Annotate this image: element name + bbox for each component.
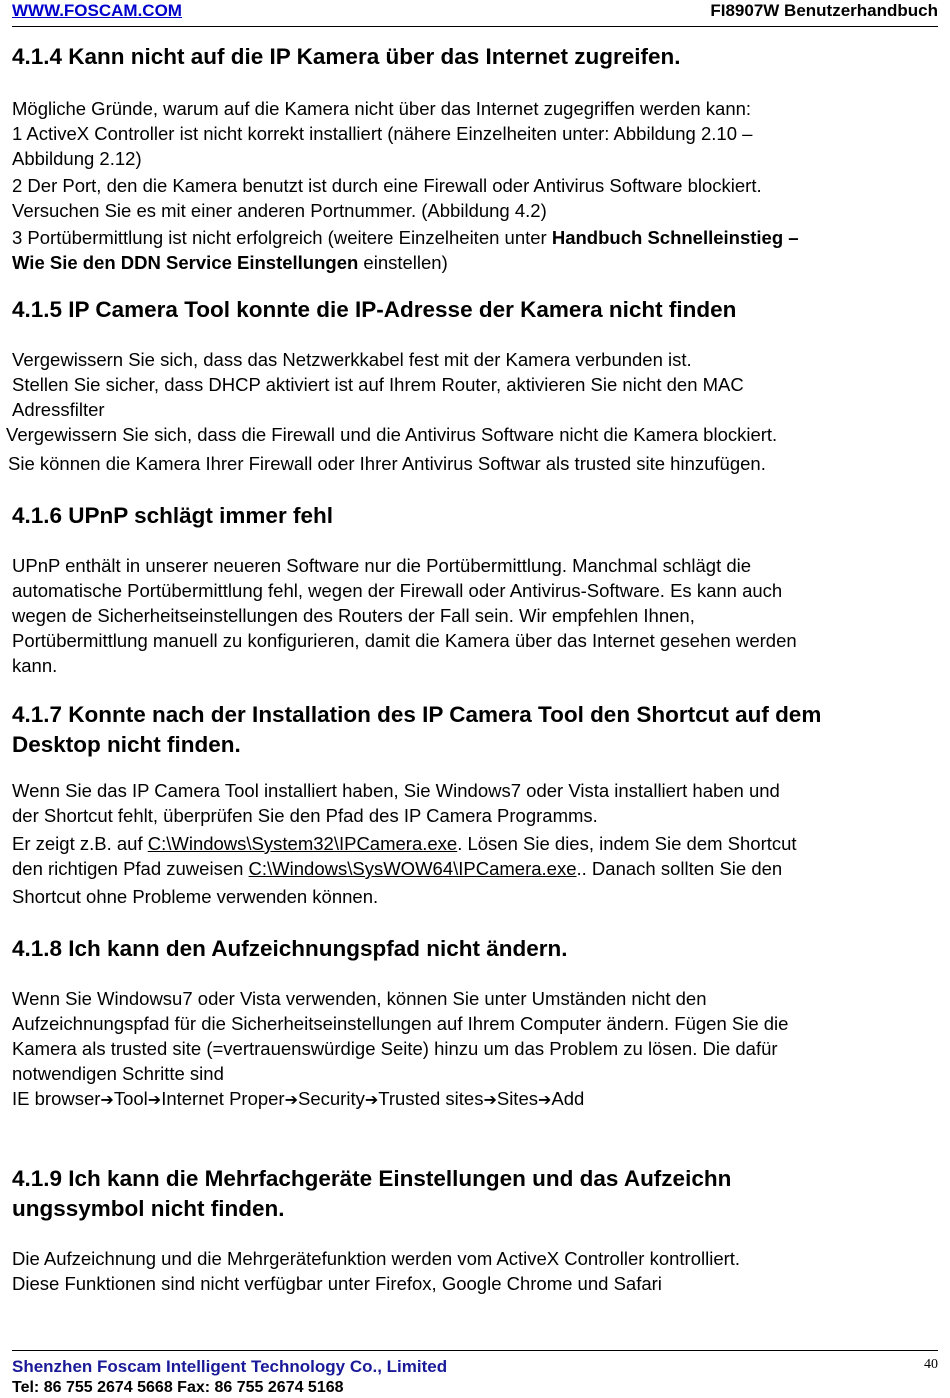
- page-number: 40: [924, 1357, 938, 1372]
- s417-para1: Wenn Sie das IP Camera Tool installiert haben, Sie Windows7 oder Vista installiert haben und der Shortcut fehlt, überprüfen Sie den Pfad des IP Camera Programms.: [12, 780, 780, 826]
- arrow-right-icon: ➔: [483, 1090, 497, 1109]
- s415-line4: Sie können die Kamera Ihrer Firewall oder Ihrer Antivirus Softwar als trusted site hinzufügen.: [8, 453, 766, 474]
- contact-info: Tel: 86 755 2674 5668 Fax: 86 755 2674 5168: [12, 1379, 344, 1396]
- page-header: [12, 0, 938, 27]
- s417-para2: Er zeigt z.B. auf C:\Windows\System32\IPCamera.exe. Lösen Sie dies, indem Sie dem Shortcut den richtigen Pfad zuweisen C:\Windows\SysWOW64\IPCamera.exe.. Danach sollten Sie den: [12, 833, 797, 879]
- s415-line3: Vergewissern Sie sich, dass die Firewall und die Antivirus Software nicht die Kamera blockiert.: [6, 424, 778, 445]
- document-title: FI8907W Benutzerhandbuch: [710, 1, 938, 20]
- s414-item3: 3 Portübermittlung ist nicht erfolgreich (weitere Einzelheiten unter Handbuch Schnelleinstieg – Wie Sie den DDN Service Einstellungen einstellen): [12, 227, 799, 273]
- syswow64-path: C:\Windows\SysWOW64\IPCamera.exe: [248, 858, 577, 879]
- arrow-right-icon: ➔: [284, 1090, 298, 1109]
- heading-4-1-8: 4.1.8 Ich kann den Aufzeichnungspfad nicht ändern.: [12, 936, 568, 961]
- s416-para: UPnP enthält in unserer neueren Software nur die Portübermittlung. Manchmal schlägt die automatische Portübermittlung fehl, wegen der Firewall oder Antivirus-Software. Es kann auch wegen de Sicherheitseinstellungen des Routers der Fall sein. Wir empfehlen Ihnen, Portübermittlung manuell zu konfigurieren, damit die Kamera über das Internet gesehen werden kann.: [12, 555, 797, 676]
- heading-4-1-5: 4.1.5 IP Camera Tool konnte die IP-Adresse der Kamera nicht finden: [12, 297, 737, 322]
- heading-4-1-6: 4.1.6 UPnP schlägt immer fehl: [12, 503, 333, 528]
- page-content: [6, 42, 936, 1296]
- arrow-right-icon: ➔: [538, 1090, 552, 1109]
- arrow-right-icon: ➔: [100, 1090, 114, 1109]
- s414-intro: Mögliche Gründe, warum auf die Kamera nicht über das Internet zugegriffen werden kann:: [12, 98, 752, 119]
- heading-4-1-9: 4.1.9 Ich kann die Mehrfachgeräte Einstellungen und das Aufzeichn ungssymbol nicht finden.: [12, 1166, 732, 1221]
- website-link[interactable]: WWW.FOSCAM.COM: [12, 1, 182, 20]
- arrow-right-icon: ➔: [147, 1090, 162, 1109]
- s415-line2: Stellen Sie sicher, dass DHCP aktiviert ist auf Ihrem Router, aktivieren Sie nicht den MAC Adressfilter: [12, 374, 744, 420]
- s418-para: Wenn Sie Windowsu7 oder Vista verwenden, können Sie unter Umständen nicht den Aufzeichnungspfad für die Sicherheitseinstellungen auf Ihrem Computer ändern. Fügen Sie die Kamera als trusted site (=vertrauenswürdige Seite) hinzu um das Problem zu lösen. Die dafür notwendigen Schritte sind: [12, 988, 789, 1084]
- s418-path: IE browser➔Tool➔Internet Proper➔Security➔Trusted sites➔Sites➔Add: [12, 1088, 585, 1109]
- s414-item1: 1 ActiveX Controller ist nicht korrekt installiert (nähere Einzelheiten unter: Abbildung 2.10 – Abbildung 2.12): [12, 123, 753, 169]
- heading-4-1-4: 4.1.4 Kann nicht auf die IP Kamera über das Internet zugreifen.: [12, 44, 681, 69]
- s415-line1: Vergewissern Sie sich, dass das Netzwerkkabel fest mit der Kamera verbunden ist.: [12, 349, 692, 370]
- s417-para3: Shortcut ohne Probleme verwenden können.: [12, 886, 379, 907]
- company-name: Shenzhen Foscam Intelligent Technology Co., Limited: [12, 1357, 448, 1376]
- s414-item2: 2 Der Port, den die Kamera benutzt ist durch eine Firewall oder Antivirus Software blockiert. Versuchen Sie es mit einer anderen Portnummer. (Abbildung 4.2): [12, 175, 762, 221]
- arrow-right-icon: ➔: [364, 1090, 379, 1109]
- page-footer: [12, 1350, 938, 1398]
- s419-para: Die Aufzeichnung und die Mehrgerätefunktion werden vom ActiveX Controller kontrolliert. Diese Funktionen sind nicht verfügbar unter Firefox, Google Chrome und Safari: [12, 1248, 741, 1294]
- system32-path: C:\Windows\System32\IPCamera.exe: [147, 833, 458, 854]
- heading-4-1-7: 4.1.7 Konnte nach der Installation des IP Camera Tool den Shortcut auf dem Desktop nicht finden.: [12, 702, 822, 757]
